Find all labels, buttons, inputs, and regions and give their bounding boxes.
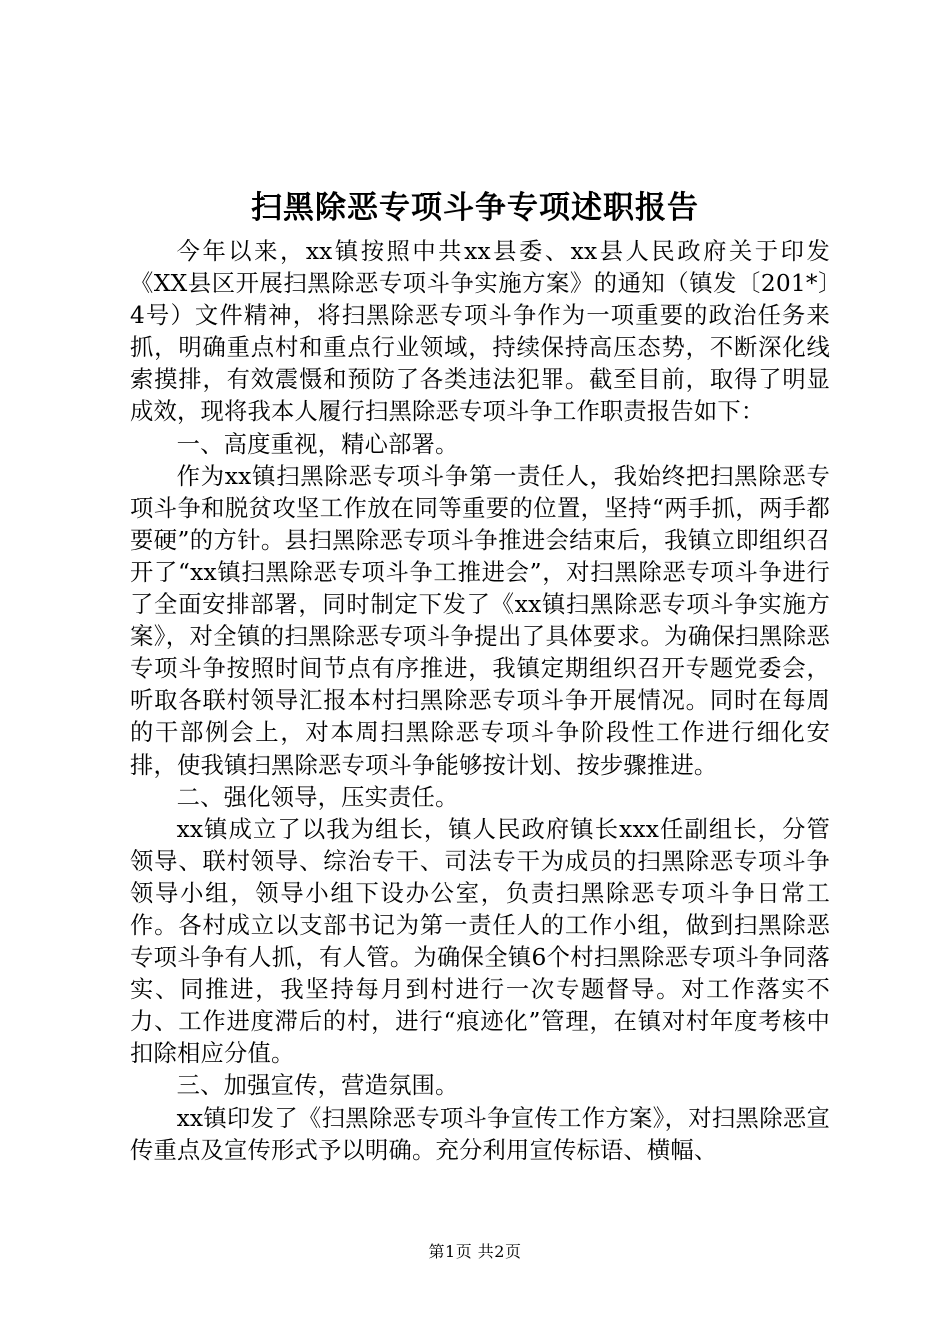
section-heading-3: 三、加强宣传，营造氛围。 (176, 1072, 459, 1100)
document-title: 扫黑除恶专项斗争专项述职报告 (251, 190, 699, 226)
paragraph-intro: 今年以来，xx镇按照中共xx县委、xx县人民政府关于印发《XX县区开展扫黑除恶专项斗争实施方案》的通知（镇发〔201*〕4号）文件精神，将扫黑除恶专项斗争作为一项重要的政治任务来抓，明确重点村和重点行业领域，持续保持高压态势，不断深化线索摸排，有效震慑和预防了各类违法犯罪。截至目前，取得了明显成效，现将我本人履行扫黑除恶专项斗争工作职责报告如下： (130, 238, 830, 426)
section-heading-1: 一、高度重视，精心部署。 (176, 430, 459, 458)
document-body (130, 236, 830, 1167)
section-heading-2: 二、强化领导，压实责任。 (176, 783, 459, 811)
page-footer: 第1页 共2页 (428, 1242, 522, 1261)
paragraph-section-2: xx镇成立了以我为组长，镇人民政府镇长xxx任副组长，分管领导、联村领导、综治专干、司法专干为成员的扫黑除恶专项斗争领导小组，领导小组下设办公室，负责扫黑除恶专项斗争日常工作。各村成立以支部书记为第一责任人的工作小组，做到扫黑除恶专项斗争有人抓，有人管。为确保全镇6个村扫黑除恶专项斗争同落实、同推进，我坚持每月到村进行一次专题督导。对工作落实不力、工作进度滞后的村，进行“痕迹化”管理，在镇对村年度考核中扣除相应分值。 (130, 815, 830, 1068)
paragraph-section-1: 作为xx镇扫黑除恶专项斗争第一责任人，我始终把扫黑除恶专项斗争和脱贫攻坚工作放在同等重要的位置，坚持“两手抓，两手都要硬”的方针。县扫黑除恶专项斗争推进会结束后，我镇立即组织召开了“xx镇扫黑除恶专项斗争工推进会”，对扫黑除恶专项斗争进行了全面安排部署，同时制定下发了《xx镇扫黑除恶专项斗争实施方案》，对全镇的扫黑除恶专项斗争提出了具体要求。为确保扫黑除恶专项斗争按照时间节点有序推进，我镇定期组织召开专题党委会，听取各联村领导汇报本村扫黑除恶专项斗争开展情况。同时在每周的干部例会上，对本周扫黑除恶专项斗争阶段性工作进行细化安排，使我镇扫黑除恶专项斗争能够按计划、按步骤推进。 (130, 462, 830, 779)
paragraph-section-3: xx镇印发了《扫黑除恶专项斗争宣传工作方案》，对扫黑除恶宣传重点及宣传形式予以明确。充分利用宣传标语、横幅、 (130, 1104, 830, 1164)
